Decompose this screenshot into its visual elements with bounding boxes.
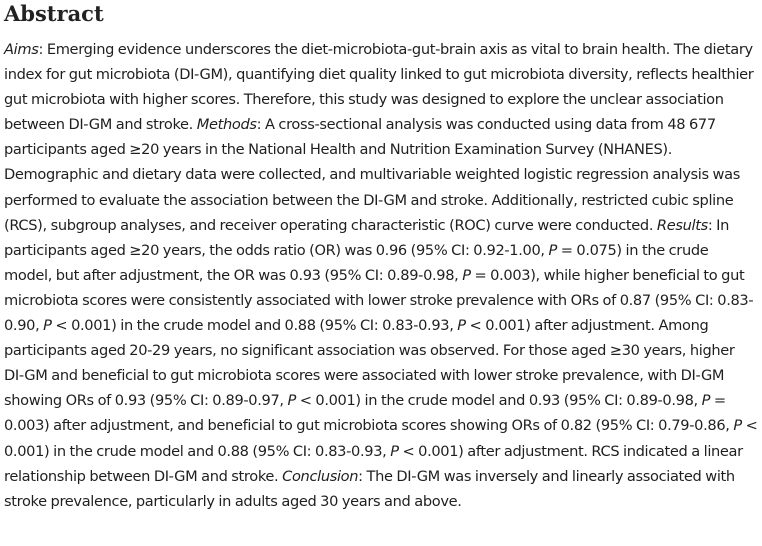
text-run: : The DI-GM was inversely and linearly associated with stroke prevalence, particularly in adults aged 30 years and above. [4,467,735,510]
text-run: < 0.001) in the crude model and 0.88 (95% CI: 0.83-0.93, [51,317,458,335]
text-run: < 0.001) after adjustment. RCS indicated a linear relationship between DI-GM and stroke. [4,442,743,485]
text-run: : A cross-sectional analysis was conducted using data from 48 677 participants aged ≥20 years in the National Health and Nutrition Examination Survey (NHANES). Demographic and dietary data were collected, and multivariable weighted logistic regression analysis was performed to evaluate the association between the DI-GM and stroke. Additionally, restricted cubic spline (RCS), subgroup analyses, and receiver operating characteristic (ROC) curve were conducted. [4,116,740,234]
italic-run: Methods [196,116,257,134]
italic-run: P [43,317,52,335]
text-run: = 0.003) after adjustment, and beneficial to gut microbiota scores showing ORs of 0.82 (95% CI: 0.79-0.86, [4,392,734,435]
italic-run: Conclusion [282,467,359,485]
text-run: < 0.001) in the crude model and 0.88 (95% CI: 0.83-0.93, [4,417,758,460]
italic-run: P [287,392,296,410]
italic-run: Results [656,216,708,234]
italic-run: P [548,241,557,259]
text-run: < 0.001) after adjustment. Among participants aged 20-29 years, no significant association was observed. For those aged ≥30 years, higher DI-GM and beneficial to gut microbiota scores were associated with lower stroke prevalence, with DI-GM showing ORs of 0.93 (95% CI: 0.89-0.97, [4,317,735,410]
text-run: : In participants aged ≥20 years, the odds ratio (OR) was 0.96 (95% CI: 0.92-1.00, [4,216,730,259]
text-run: = 0.075) in the crude model, but after adjustment, the OR was 0.93 (95% CI: 0.89-0.98, [4,241,709,284]
abstract-text [4,37,758,514]
italic-run: P [462,266,471,284]
abstract-heading: Abstract [4,1,104,26]
text-run: = 0.003), while higher beneficial to gut microbiota scores were consistently associated with lower stroke prevalence with ORs of 0.87 (95% CI: 0.83-0.90, [4,266,754,335]
text-run: < 0.001) in the crude model and 0.93 (95% CI: 0.89-0.98, [295,392,702,410]
italic-run: P [733,417,742,435]
italic-run: P [390,442,399,460]
italic-run: P [701,392,711,410]
italic-run: P [457,317,466,335]
italic-run: Aims [4,41,39,58]
text-run: : Emerging evidence underscores the diet-microbiota-gut-brain axis as vital to brain health. The dietary index for gut microbiota (DI-GM), quantifying diet quality linked to gut microbiota diversity, reflects healthier gut microbiota with higher scores. Therefore, this study was designed to explore the unclear association between DI-GM and stroke. [4,41,754,134]
